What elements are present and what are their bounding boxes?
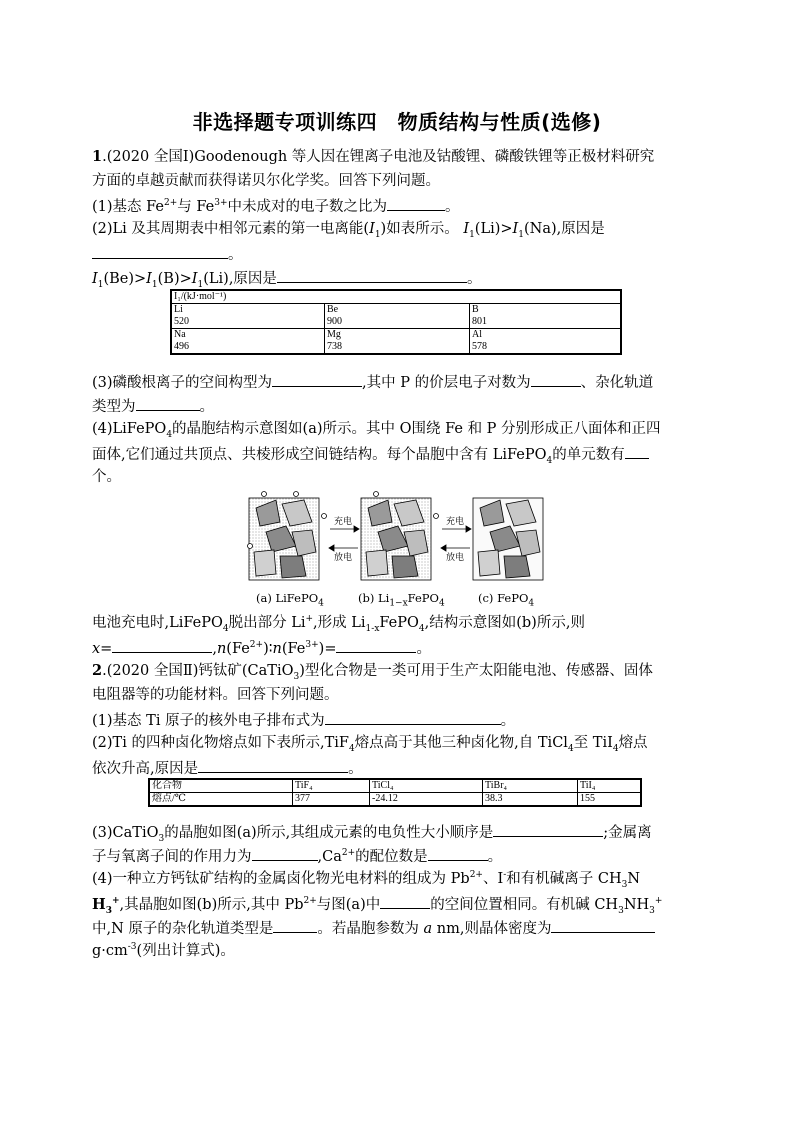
answer-blank[interactable] <box>336 638 416 653</box>
q1-part-3-cont: 类型为 。 <box>92 396 214 416</box>
q2-part-3-cont: 子与氧离子间的作用力为 $,Ca^{2+}$的配位数是 。 <box>92 846 502 866</box>
caption-a: (a) LiFePO$_4$ <box>256 591 324 609</box>
q2-part-4-cont: $H_3^+$,其晶胞如图(b)所示,其中 $Pb^{2+}$与图(a)中 的空间位置相同。有机碱 $CH_3NH_3^+$ <box>92 896 663 916</box>
caption-c: (c) FePO$_4$ <box>478 591 535 609</box>
discharge-label: 放电 <box>334 553 353 563</box>
answer-blank[interactable] <box>531 372 581 387</box>
q2-part-4: (4)一种立方钙钛矿结构的金属卤化物光电材料的组成为 $Pb^{2+}$、I-和有机碱离子 $CH_3N$ <box>92 870 641 890</box>
charge-label: 充电 <box>446 517 465 527</box>
q1-part-4: (4)LiFePO$_4$的晶胞结构示意图如(a)所示。其中 O围绕 Fe 和 P 分别形成正八面体和正四 <box>92 421 661 440</box>
q2-part-1: (1)基态 Ti 原子的核外电子排布式为 。 <box>92 710 515 730</box>
q1-intro-line-1: 1.(2020 全国Ⅰ)Goodenough 等人因在锂离子电池及钴酸锂、磷酸铁锂等正极材料研究 <box>92 148 655 165</box>
answer-blank[interactable] <box>272 372 362 387</box>
charge-label: 充电 <box>334 517 353 527</box>
q1-part-2: (2)Li 及其周期表中相邻元素的第一电离能$(I_1)$如表所示。 $I_1(Li)>I_1(Na)$,原因是 <box>92 221 605 240</box>
q1-part-4-charge: 电池充电时,LiFePO$_4$脱出部分 Li+,形成 $Li_{1-x}FePO_4$,结构示意图如(b)所示,则 <box>92 614 585 634</box>
q1-part-1: (1)基态 $Fe^{2+}$与 $Fe^{3+}$中未成对的电子数之比为 。 <box>92 196 460 216</box>
q2-intro-line-2: 电阻器等的功能材料。回答下列问题。 <box>92 687 339 703</box>
arrows-ab <box>329 526 359 551</box>
answer-blank[interactable] <box>277 268 467 283</box>
q2-number: 2 <box>92 662 103 679</box>
discharge-label: 放电 <box>446 553 465 563</box>
q1-part-3: (3)磷酸根离子的空间构型为 ,其中 P 的价层电子对数为 、杂化轨道 <box>92 372 653 392</box>
q1-intro-line-2: 方面的卓越贡献而获得诺贝尔化学奖。回答下列问题。 <box>92 173 440 189</box>
q1-part-2-second: $I_1(Be)>I_1(B)>I_1(Li)$,原因是 。 <box>92 268 481 288</box>
q2-part-4-end: $g\cdot cm^{-3}$(列出计算式)。 <box>92 942 235 959</box>
answer-blank[interactable] <box>625 444 649 459</box>
q1-part-4-result: $x= ,n(Fe^{2+})∶n(Fe^{3+})=$ 。 <box>92 638 431 658</box>
q1-number: 1 <box>92 148 103 165</box>
table-header: I₁/(kJ·mol⁻¹) <box>171 290 621 304</box>
cell-b <box>361 492 439 581</box>
q2-part-3: (3)CaTiO$_3$的晶胞如图(a)所示,其组成元素的电负性大小顺序是 ;金属离 <box>92 822 652 842</box>
answer-blank[interactable] <box>112 638 212 653</box>
q1-part-4-end: 个。 <box>92 469 121 485</box>
answer-blank[interactable] <box>273 918 317 933</box>
q2-part-4-hybrid: 中,N 原子的杂化轨道类型是 。若晶胞参数为 a nm,则晶体密度为 <box>92 918 655 938</box>
ionization-energy-table: I₁/(kJ·mol⁻¹) Li Be B 520 900 801 Na Mg Al 496 738 578 <box>170 289 622 355</box>
cell-c <box>473 498 543 580</box>
q2-intro-line-1: 2.(2020 全国Ⅱ)钙钛矿(CaTiO$_3$)型化合物是一类可用于生产太阳能电池、传感器、固体 <box>92 662 653 682</box>
page-title: 非选择题专项训练四 物质结构与性质(选修) <box>192 110 602 134</box>
answer-blank[interactable] <box>551 918 655 933</box>
caption-b: (b) $Li_{1-x}FePO_4$ <box>358 591 445 609</box>
answer-blank[interactable] <box>252 846 318 861</box>
answer-blank[interactable] <box>380 894 430 909</box>
cell-a <box>248 492 327 581</box>
melting-point-table: 化合物 TiF₄ TiCl₄ TiBr₄ TiI₄ 熔点/℃ 377 -24.12 38.3 155 <box>148 778 642 807</box>
answer-blank[interactable] <box>387 196 445 211</box>
arrows-bc <box>441 526 471 551</box>
answer-blank[interactable] <box>136 396 200 411</box>
answer-blank[interactable] <box>493 822 603 837</box>
q2-part-2-cont: 依次升高,原因是 。 <box>92 758 363 778</box>
answer-blank[interactable] <box>198 758 348 773</box>
answer-blank[interactable] <box>92 244 228 259</box>
q2-part-2: (2)Ti 的四种卤化物熔点如下表所示,TiF$_4$熔点高于其他三种卤化物,自 TiCl$_4$至 TiI$_4$熔点 <box>92 735 648 754</box>
answer-blank[interactable] <box>325 710 501 725</box>
q1-part-4-cont: 面体,它们通过共顶点、共棱形成空间链结构。每个晶胞中含有 LiFePO$_4$的单元数有 <box>92 444 649 464</box>
answer-blank[interactable] <box>428 846 488 861</box>
q1-part-2-answer-line: 。 <box>92 244 243 264</box>
